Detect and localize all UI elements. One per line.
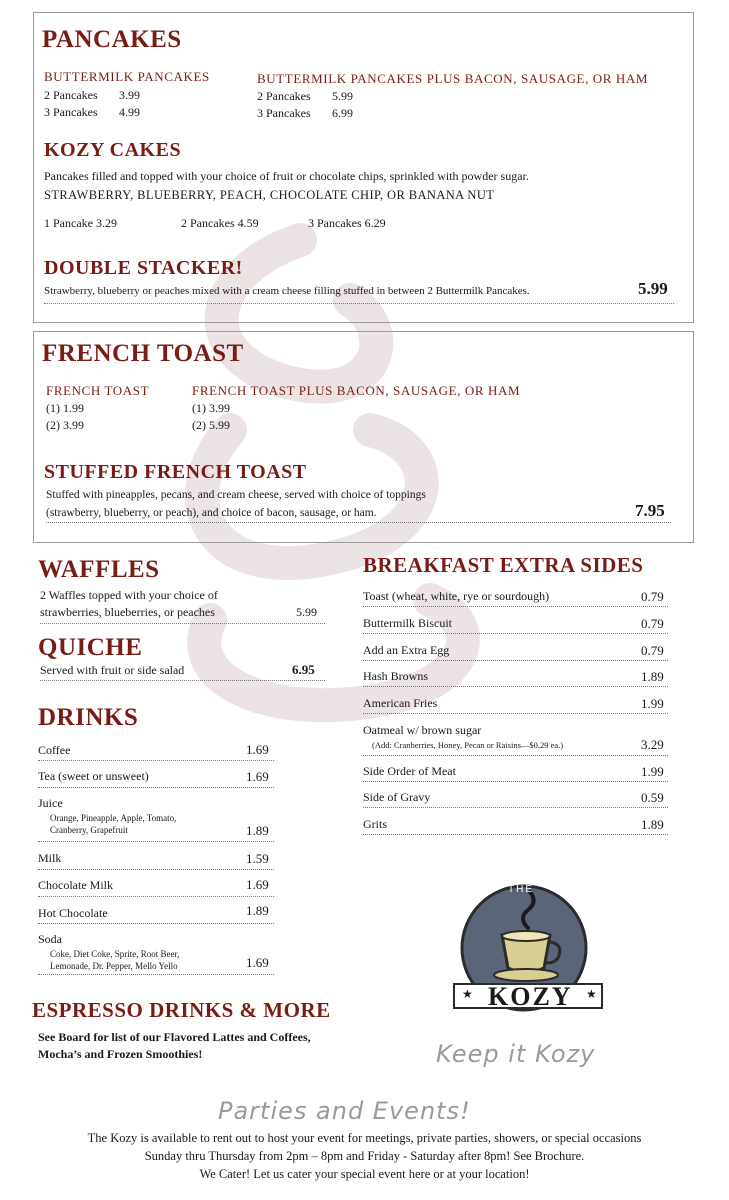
drink-name: Tea (sweet or unsweet)	[38, 769, 149, 783]
espresso-desc-1: See Board for list of our Flavored Lattes and Coffees,	[38, 1030, 311, 1044]
side-name: Toast (wheat, white, rye or sourdough)	[363, 589, 550, 603]
footer-heading: Parties and Events!	[218, 1097, 471, 1125]
drink-name: Juice	[38, 796, 63, 810]
drink-detail: Coke, Diet Coke, Sprite, Root Beer,	[50, 949, 180, 959]
side-price: 1.99	[641, 764, 664, 779]
stuffed-price: 7.95	[635, 501, 665, 520]
french-toast-plus-2: (2) 5.99	[192, 418, 230, 432]
quiche-price: 6.95	[292, 662, 315, 677]
kozy-cakes-option-1: 1 Pancake 3.29	[44, 216, 117, 230]
quiche-desc: Served with fruit or side salad	[40, 663, 185, 677]
kozy-cakes-option-3: 3 Pancakes 6.29	[308, 216, 386, 230]
side-price: 0.79	[641, 643, 664, 658]
double-stacker-desc: Strawberry, blueberry or peaches mixed with a cream cheese filling stuffed in between 2 Buttermilk Pancakes.	[44, 285, 530, 297]
footer-line-1: The Kozy is available to rent out to host your event for meetings, private parties, showers, or special occasions	[87, 1131, 642, 1145]
side-dots	[363, 633, 668, 634]
logo-name: KOZY	[488, 982, 573, 1011]
drink-name: Hot Chocolate	[38, 906, 108, 920]
drink-price: 1.69	[246, 877, 269, 892]
side-name: Grits	[363, 817, 387, 831]
french-toast-title: FRENCH TOAST	[42, 340, 244, 367]
buttermilk-plus-label: BUTTERMILK PANCAKES PLUS BACON, SAUSAGE, OR HAM	[257, 71, 649, 86]
side-price: 1.89	[641, 817, 664, 832]
side-price: 0.79	[641, 616, 664, 631]
drink-dots	[38, 974, 274, 975]
side-price: 0.59	[641, 790, 664, 805]
side-price: 1.99	[641, 696, 664, 711]
drink-dots	[38, 760, 274, 761]
drink-detail-2: Cranberry, Grapefruit	[50, 825, 128, 835]
french-toast-plain-2: (2) 3.99	[46, 418, 84, 432]
quiche-dots	[40, 680, 325, 681]
side-price: 0.79	[641, 589, 664, 604]
drink-price: 1.69	[246, 769, 269, 784]
side-detail: (Add: Cranberries, Honey, Pecan or Raisins—$0.29 ea.)	[372, 740, 564, 750]
footer-line-2: Sunday thru Thursday from 2pm – 8pm and Friday - Saturday after 8pm! See Brochure.	[144, 1149, 585, 1163]
pancakes-title: PANCAKES	[42, 26, 182, 53]
side-dots	[363, 781, 668, 782]
plus-price-2: 6.99	[332, 106, 353, 120]
french-toast-plain-label: FRENCH TOAST	[46, 383, 150, 398]
drink-dots	[38, 923, 274, 924]
side-dots	[363, 686, 668, 687]
drink-price: 1.69	[246, 742, 269, 757]
drink-dots	[38, 896, 274, 897]
stuffed-desc-1: Stuffed with pineapples, pecans, and cream cheese, served with choice of toppings	[46, 489, 426, 501]
drink-name: Soda	[38, 932, 62, 946]
side-name: Side of Gravy	[363, 790, 431, 804]
side-name: Buttermilk Biscuit	[363, 616, 452, 630]
buttermilk-qty-1: 2 Pancakes	[44, 88, 98, 102]
buttermilk-price-2: 4.99	[119, 105, 140, 119]
waffles-desc-1: 2 Waffles topped with your choice of	[40, 588, 218, 602]
side-dots	[363, 713, 668, 714]
waffles-dots	[40, 623, 325, 624]
drink-detail-2: Lemonade, Dr. Pepper, Mello Yello	[50, 961, 178, 971]
side-dots	[363, 807, 668, 808]
logo-star-left-icon: ★	[462, 987, 473, 1001]
drink-dots	[38, 787, 274, 788]
logo-star-right-icon: ★	[586, 987, 597, 1001]
waffles-desc-2: strawberries, blueberries, or peaches	[40, 605, 215, 619]
buttermilk-label: BUTTERMILK PANCAKES	[44, 69, 210, 84]
kozy-cakes-title: KOZY CAKES	[44, 139, 182, 161]
double-stacker-dots	[44, 303, 674, 304]
logo-the: THE	[508, 884, 534, 895]
espresso-desc-2: Mocha’s and Frozen Smoothies!	[38, 1047, 203, 1061]
buttermilk-qty-2: 3 Pancakes	[44, 105, 98, 119]
french-toast-plus-label: FRENCH TOAST PLUS BACON, SAUSAGE, OR HAM	[192, 383, 521, 398]
drink-name: Milk	[38, 851, 62, 865]
stuffed-dots	[46, 522, 671, 523]
buttermilk-price-1: 3.99	[119, 88, 140, 102]
side-dots	[363, 606, 668, 607]
drink-dots	[38, 869, 274, 870]
french-toast-plain-1: (1) 1.99	[46, 401, 84, 415]
plus-price-1: 5.99	[332, 89, 353, 103]
stuffed-desc-2: (strawberry, blueberry, or peach), and choice of bacon, sausage, or ham.	[46, 507, 377, 519]
logo-tagline: Keep it Kozy	[436, 1040, 596, 1068]
drink-name: Coffee	[38, 743, 71, 757]
drink-price: 1.69	[246, 955, 269, 970]
side-dots	[363, 834, 668, 835]
drink-name: Chocolate Milk	[38, 878, 113, 892]
side-name: Hash Browns	[363, 669, 428, 683]
kozy-cakes-flavors: STRAWBERRY, BLUEBERRY, PEACH, CHOCOLATE CHIP, OR BANANA NUT	[44, 188, 495, 202]
espresso-title: ESPRESSO DRINKS & MORE	[32, 998, 331, 1022]
plus-qty-2: 3 Pancakes	[257, 106, 311, 120]
side-name: Add an Extra Egg	[363, 643, 450, 657]
waffles-price: 5.99	[296, 605, 317, 619]
side-dots	[363, 660, 668, 661]
side-name: Side Order of Meat	[363, 764, 456, 778]
side-price: 1.89	[641, 669, 664, 684]
sides-title: BREAKFAST EXTRA SIDES	[363, 553, 644, 577]
side-dots	[363, 755, 668, 756]
side-price: 3.29	[641, 737, 664, 752]
drink-price: 1.89	[246, 823, 269, 838]
kozy-cakes-desc: Pancakes filled and topped with your choice of fruit or chocolate chips, sprinkled with powder sugar.	[44, 169, 529, 183]
drink-price: 1.89	[246, 903, 269, 918]
double-stacker-price: 5.99	[638, 279, 668, 298]
drink-price: 1.59	[246, 851, 269, 866]
double-stacker-title: DOUBLE STACKER!	[44, 257, 243, 279]
quiche-title: QUICHE	[38, 634, 143, 661]
footer-line-3: We Cater! Let us cater your special event here or at your location!	[199, 1167, 530, 1181]
plus-qty-1: 2 Pancakes	[257, 89, 311, 103]
waffles-title: WAFFLES	[38, 556, 160, 583]
side-name: Oatmeal w/ brown sugar	[363, 723, 482, 737]
stuffed-french-toast-title: STUFFED FRENCH TOAST	[44, 461, 307, 483]
drink-detail: Orange, Pineapple, Apple, Tomato,	[50, 813, 177, 823]
side-name: American Fries	[363, 696, 438, 710]
drink-dots	[38, 841, 274, 842]
french-toast-plus-1: (1) 3.99	[192, 401, 230, 415]
kozy-cakes-option-2: 2 Pancakes 4.59	[181, 216, 259, 230]
drinks-title: DRINKS	[38, 704, 139, 731]
